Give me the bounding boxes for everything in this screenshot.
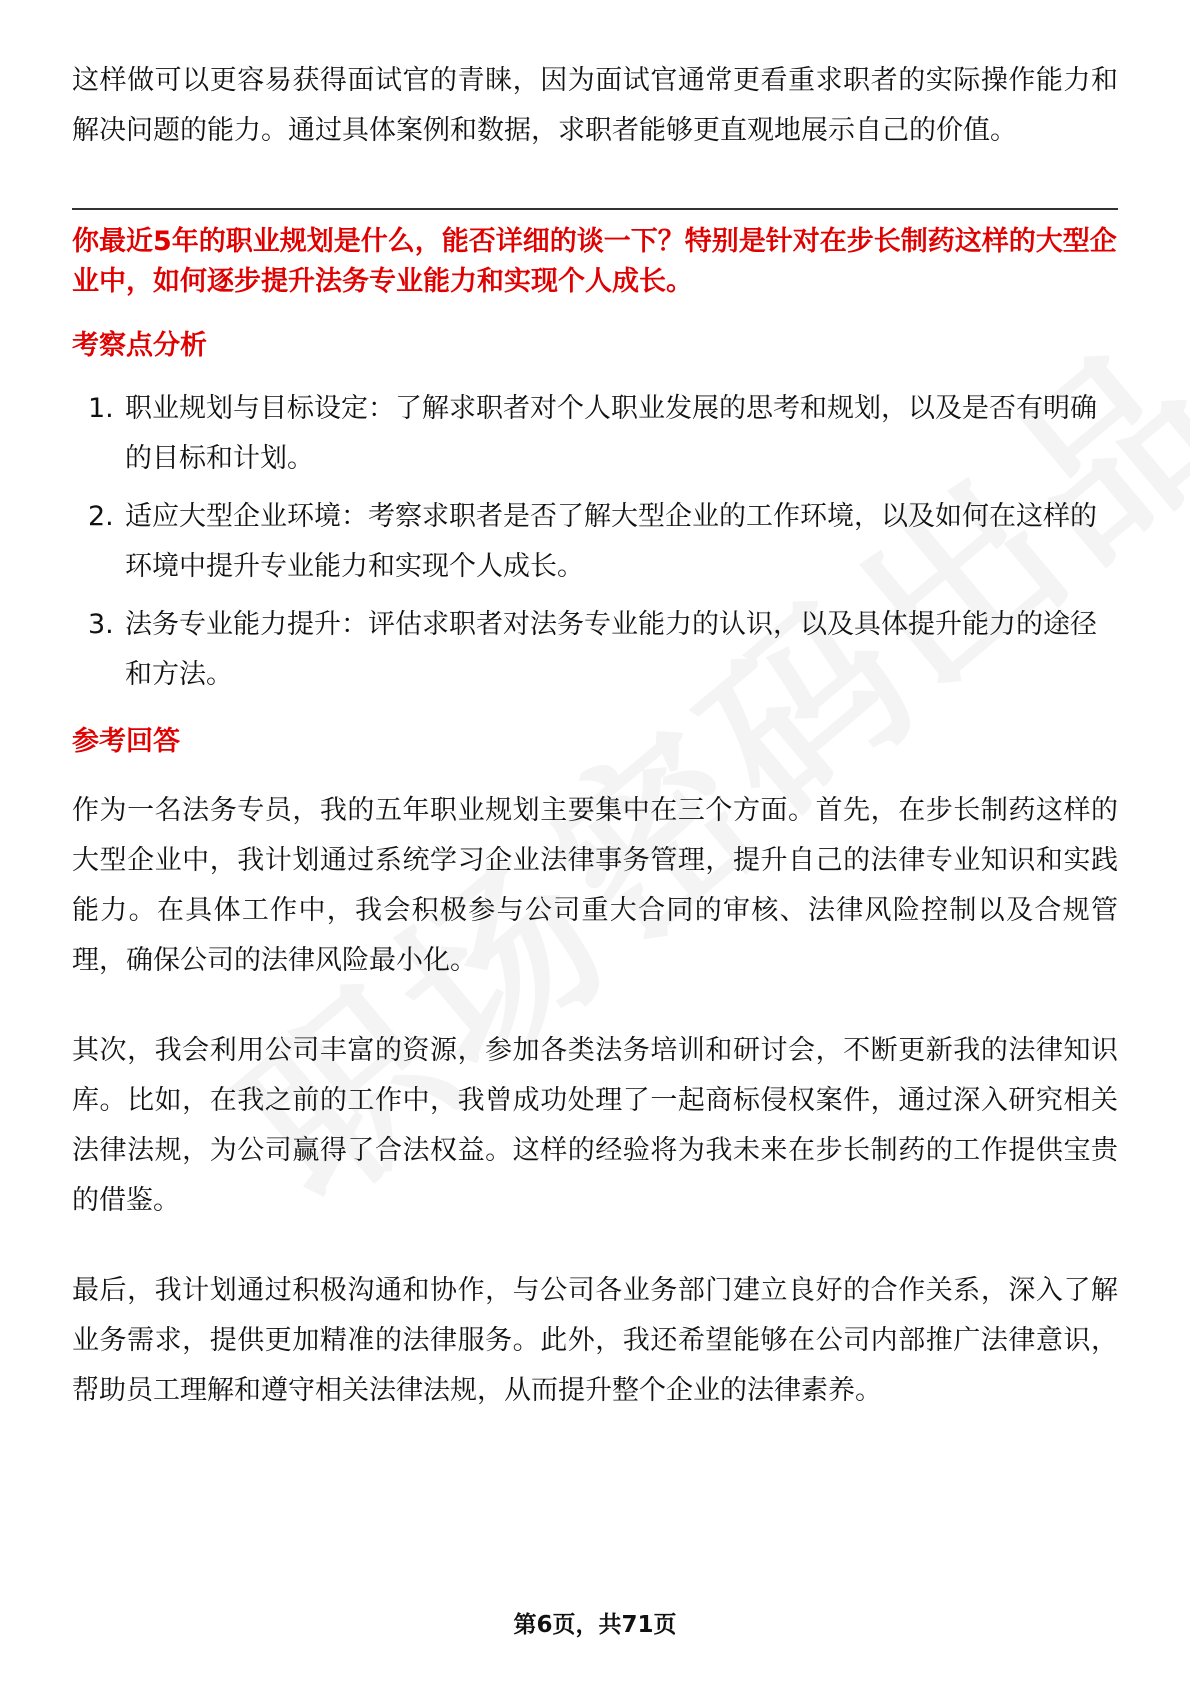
section-divider (72, 208, 1118, 210)
page-number-footer: 第6页，共71页 (513, 1612, 677, 1638)
answer-paragraph: 其次，我会利用公司丰富的资源，参加各类法务培训和研讨会，不断更新我的法律知识库。比如，在我之前的工作中，我曾成功处理了一起商标侵权案件，通过深入研究相关法律法规，为公司赢得了合法权益。这样的经验将为我未来在步长制药的工作提供宝贵的借鉴。 (72, 1035, 1118, 1216)
point-text: 职业规划与目标设定：了解求职者对个人职业发展的思考和规划，以及是否有明确的目标和计划。 (125, 393, 1097, 474)
page-content (72, 56, 1118, 1416)
analysis-point (72, 600, 1118, 700)
analysis-heading: 考察点分析 (72, 330, 207, 361)
analysis-points-list (72, 384, 1118, 700)
point-text: 适应大型企业环境：考察求职者是否了解大型企业的工作环境，以及如何在这样的环境中提升专业能力和实现个人成长。 (125, 501, 1097, 582)
analysis-point (72, 492, 1118, 592)
intro-paragraph: 这样做可以更容易获得面试官的青睐，因为面试官通常更看重求职者的实际操作能力和解决问题的能力。通过具体案例和数据，求职者能够更直观地展示自己的价值。 (72, 65, 1118, 146)
point-number: 3. (88, 609, 114, 640)
analysis-point (72, 384, 1118, 484)
answer-heading: 参考回答 (72, 726, 180, 757)
answer-paragraph: 最后，我计划通过积极沟通和协作，与公司各业务部门建立良好的合作关系，深入了解业务需求，提供更加精准的法律服务。此外，我还希望能够在公司内部推广法律意识，帮助员工理解和遵守相关法律法规，从而提升整个企业的法律素养。 (72, 1275, 1118, 1406)
answer-paragraph: 作为一名法务专员，我的五年职业规划主要集中在三个方面。首先，在步长制药这样的大型企业中，我计划通过系统学习企业法律事务管理，提升自己的法律专业知识和实践能力。在具体工作中，我会积极参与公司重大合同的审核、法律风险控制以及合规管理，确保公司的法律风险最小化。 (72, 795, 1118, 976)
interview-question: 你最近5年的职业规划是什么，能否详细的谈一下？特别是针对在步长制药这样的大型企业中，如何逐步提升法务专业能力和实现个人成长。 (72, 226, 1117, 297)
point-text: 法务专业能力提升：评估求职者对法务专业能力的认识，以及具体提升能力的途径和方法。 (125, 609, 1097, 690)
point-number: 2. (88, 501, 114, 532)
point-number: 1. (88, 393, 114, 424)
